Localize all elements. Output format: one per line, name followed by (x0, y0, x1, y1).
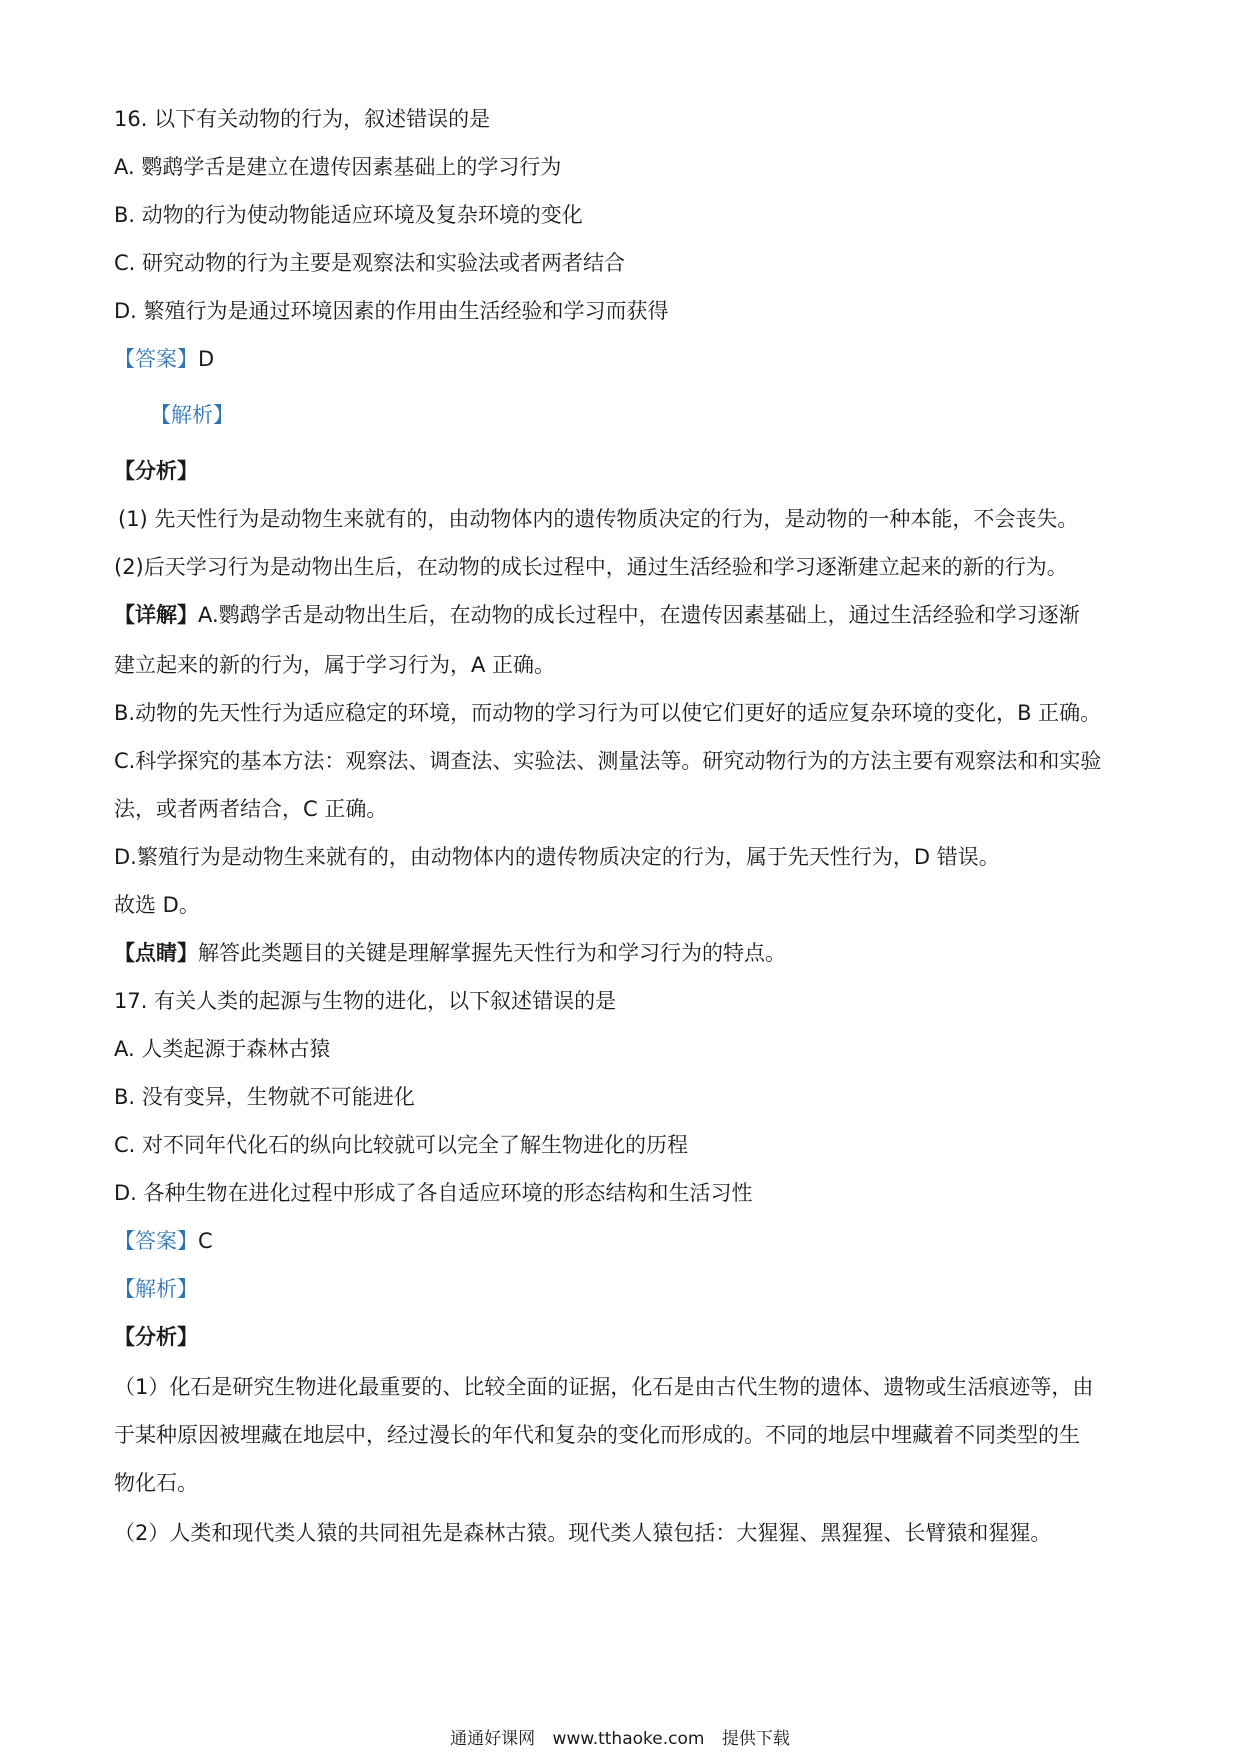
q17-fenxi-3: 物化石。 (114, 1471, 198, 1495)
footer-url[interactable]: www.tthaoke.com (552, 1729, 705, 1749)
footer-note: 提供下载 (721, 1729, 790, 1749)
q16-dianjing-tag: 【点睛】 (114, 941, 198, 965)
q17-answer-value: C (198, 1229, 213, 1253)
q16-detail-line-4: C.科学探究的基本方法：观察法、调查法、实验法、测量法等。研究动物行为的方法主要有观察法和和实验 (114, 749, 1102, 773)
q16-detail-tag: 【详解】 (114, 603, 198, 627)
q17-stem: 17. 有关人类的起源与生物的进化，以下叙述错误的是 (114, 989, 617, 1013)
q16-option-b: B. 动物的行为使动物能适应环境及复杂环境的变化 (114, 203, 583, 227)
q17-option-d: D. 各种生物在进化过程中形成了各自适应环境的形态结构和生活习性 (114, 1181, 753, 1205)
q16-dianjing (114, 938, 786, 968)
q16-fenxi-2: (2)后天学习行为是动物出生后，在动物的成长过程中，通过生活经验和学习逐渐建立起来的新的行为。 (114, 555, 1068, 579)
q16-option-d: D. 繁殖行为是通过环境因素的作用由生活经验和学习而获得 (114, 299, 669, 323)
q16-answer-tag: 【答案】 (114, 347, 198, 371)
q16-answer (114, 344, 214, 374)
q16-detail-line-2: 建立起来的新的行为，属于学习行为，A 正确。 (114, 653, 556, 677)
q17-answer (114, 1226, 213, 1256)
q16-detail-line-1 (114, 600, 1080, 630)
q16-option-a: A. 鹦鹉学舌是建立在遗传因素基础上的学习行为 (114, 155, 562, 179)
q17-fenxi-2: 于某种原因被埋藏在地层中，经过漫长的年代和复杂的变化而形成的。不同的地层中埋藏着不同类型的生 (114, 1423, 1080, 1447)
footer-site-name: 通通好课网 (450, 1729, 536, 1749)
q16-option-c: C. 研究动物的行为主要是观察法和实验法或者两者结合 (114, 251, 626, 275)
q17-option-b: B. 没有变异，生物就不可能进化 (114, 1085, 415, 1109)
q16-dianjing-text: 解答此类题目的关键是理解掌握先天性行为和学习行为的特点。 (198, 941, 786, 965)
q16-answer-value: D (198, 347, 215, 371)
q17-answer-tag: 【答案】 (114, 1229, 198, 1253)
q16-analysis-tag: 【解析】 (150, 403, 234, 427)
q16-stem: 16. 以下有关动物的行为，叙述错误的是 (114, 107, 491, 131)
q16-detail-line-7: 故选 D。 (114, 893, 200, 917)
q16-detail-line-6: D.繁殖行为是动物生来就有的，由动物体内的遗传物质决定的行为，属于先天性行为，D 错误。 (114, 845, 1000, 869)
q16-detail-text-1: A.鹦鹉学舌是动物出生后，在动物的成长过程中，在遗传因素基础上，通过生活经验和学习逐渐 (198, 603, 1080, 627)
q16-detail-line-3: B.动物的先天性行为适应稳定的环境，而动物的学习行为可以使它们更好的适应复杂环境的变化，B 正确。 (114, 701, 1102, 725)
q16-fenxi-1: (1) 先天性行为是动物生来就有的，由动物体内的遗传物质决定的行为，是动物的一种本能，不会丧失。 (118, 507, 1079, 531)
q17-analysis-tag: 【解析】 (114, 1277, 198, 1301)
q17-option-c: C. 对不同年代化石的纵向比较就可以完全了解生物进化的历程 (114, 1133, 689, 1157)
q17-fenxi-4: （2）人类和现代类人猿的共同祖先是森林古猿。现代类人猿包括：大猩猩、黑猩猩、长臂猿和猩猩。 (114, 1521, 1052, 1545)
q17-option-a: A. 人类起源于森林古猿 (114, 1037, 331, 1061)
q17-fenxi-tag: 【分析】 (114, 1325, 198, 1349)
page-footer (0, 1728, 1240, 1750)
q17-fenxi-1: （1）化石是研究生物进化最重要的、比较全面的证据，化石是由古代生物的遗体、遗物或生活痕迹等，由 (114, 1375, 1094, 1399)
q16-detail-line-5: 法，或者两者结合，C 正确。 (114, 797, 388, 821)
q16-fenxi-tag: 【分析】 (114, 459, 198, 483)
